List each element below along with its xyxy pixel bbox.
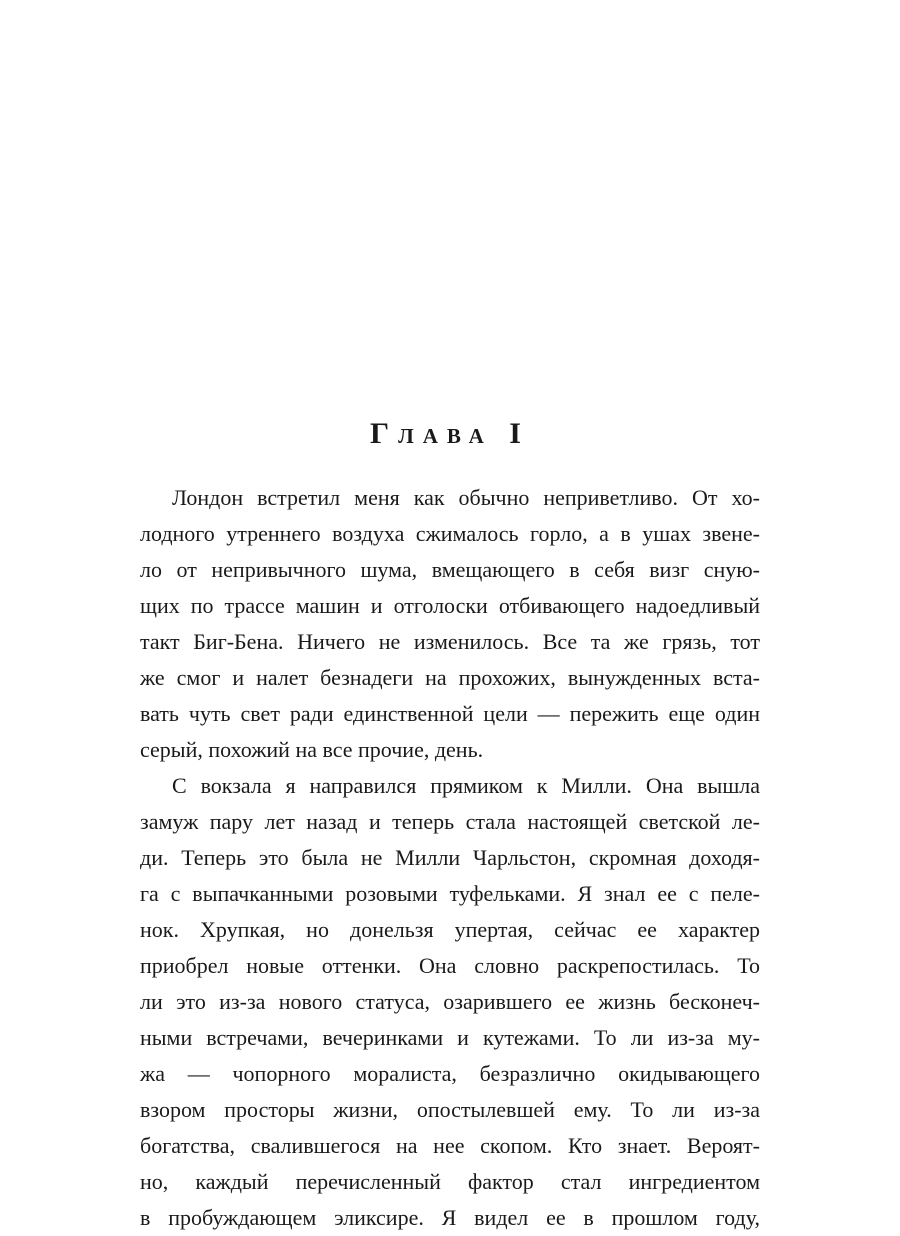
paragraph-1-line-4: щих по трассе машин и отголоски отбивающего надоедливый <box>140 593 760 618</box>
paragraph-2-line-9: жа — чопорного моралиста, безразлично окидывающего <box>140 1061 760 1086</box>
paragraph-2-line-1: С вокзала я направился прямиком к Милли. Она вышла <box>172 773 760 798</box>
paragraph-1-line-2: лодного утреннего воздуха сжималось горло, а в ушах звене- <box>140 521 760 546</box>
paragraph-2-line-13: в пробуждающем эликсире. Я видел ее в прошлом году, <box>140 1205 760 1230</box>
paragraph-1-line-3: ло от непривычного шума, вмещающего в себя визг сную- <box>140 557 760 582</box>
paragraph-2-line-8: ными встречами, вечеринками и кутежами. То ли из-за му- <box>140 1025 760 1050</box>
paragraph-2-line-7: ли это из-за нового статуса, озарившего ее жизнь бесконеч- <box>140 989 760 1014</box>
paragraph-2-line-12: но, каждый перечисленный фактор стал ингредиентом <box>140 1169 760 1194</box>
paragraph-1-line-8: серый, похожий на все прочие, день. <box>140 737 484 762</box>
chapter-body <box>140 480 760 1236</box>
paragraph-2-line-11: богатства, свалившегося на нее скопом. Кто знает. Вероят- <box>140 1133 760 1158</box>
paragraph-2-line-10: взором просторы жизни, опостылевшей ему. То ли из-за <box>140 1097 760 1122</box>
paragraph-1-line-1: Лондон встретил меня как обычно неприветливо. От хо- <box>172 485 760 510</box>
paragraph-1-line-5: такт Биг-Бена. Ничего не изменилось. Все та же грязь, тот <box>140 629 760 654</box>
paragraph-2-line-4: га с выпачканными розовыми туфельками. Я знал ее с пеле- <box>140 881 760 906</box>
paragraph-1-line-7: вать чуть свет ради единственной цели — пережить еще один <box>140 701 760 726</box>
paragraph-2-line-5: нок. Хрупкая, но донельзя упертая, сейчас ее характер <box>140 917 760 942</box>
chapter-title: Глава I <box>370 417 530 450</box>
paragraph-2-line-6: приобрел новые оттенки. Она словно раскрепостилась. То <box>140 953 760 978</box>
paragraph-1-line-6: же смог и налет безнадеги на прохожих, вынужденных вста- <box>140 665 760 690</box>
paragraph-2-line-2: замуж пару лет назад и теперь стала настоящей светской ле- <box>140 809 760 834</box>
paragraph-2-line-3: ди. Теперь это была не Милли Чарльстон, скромная доходя- <box>140 845 760 870</box>
